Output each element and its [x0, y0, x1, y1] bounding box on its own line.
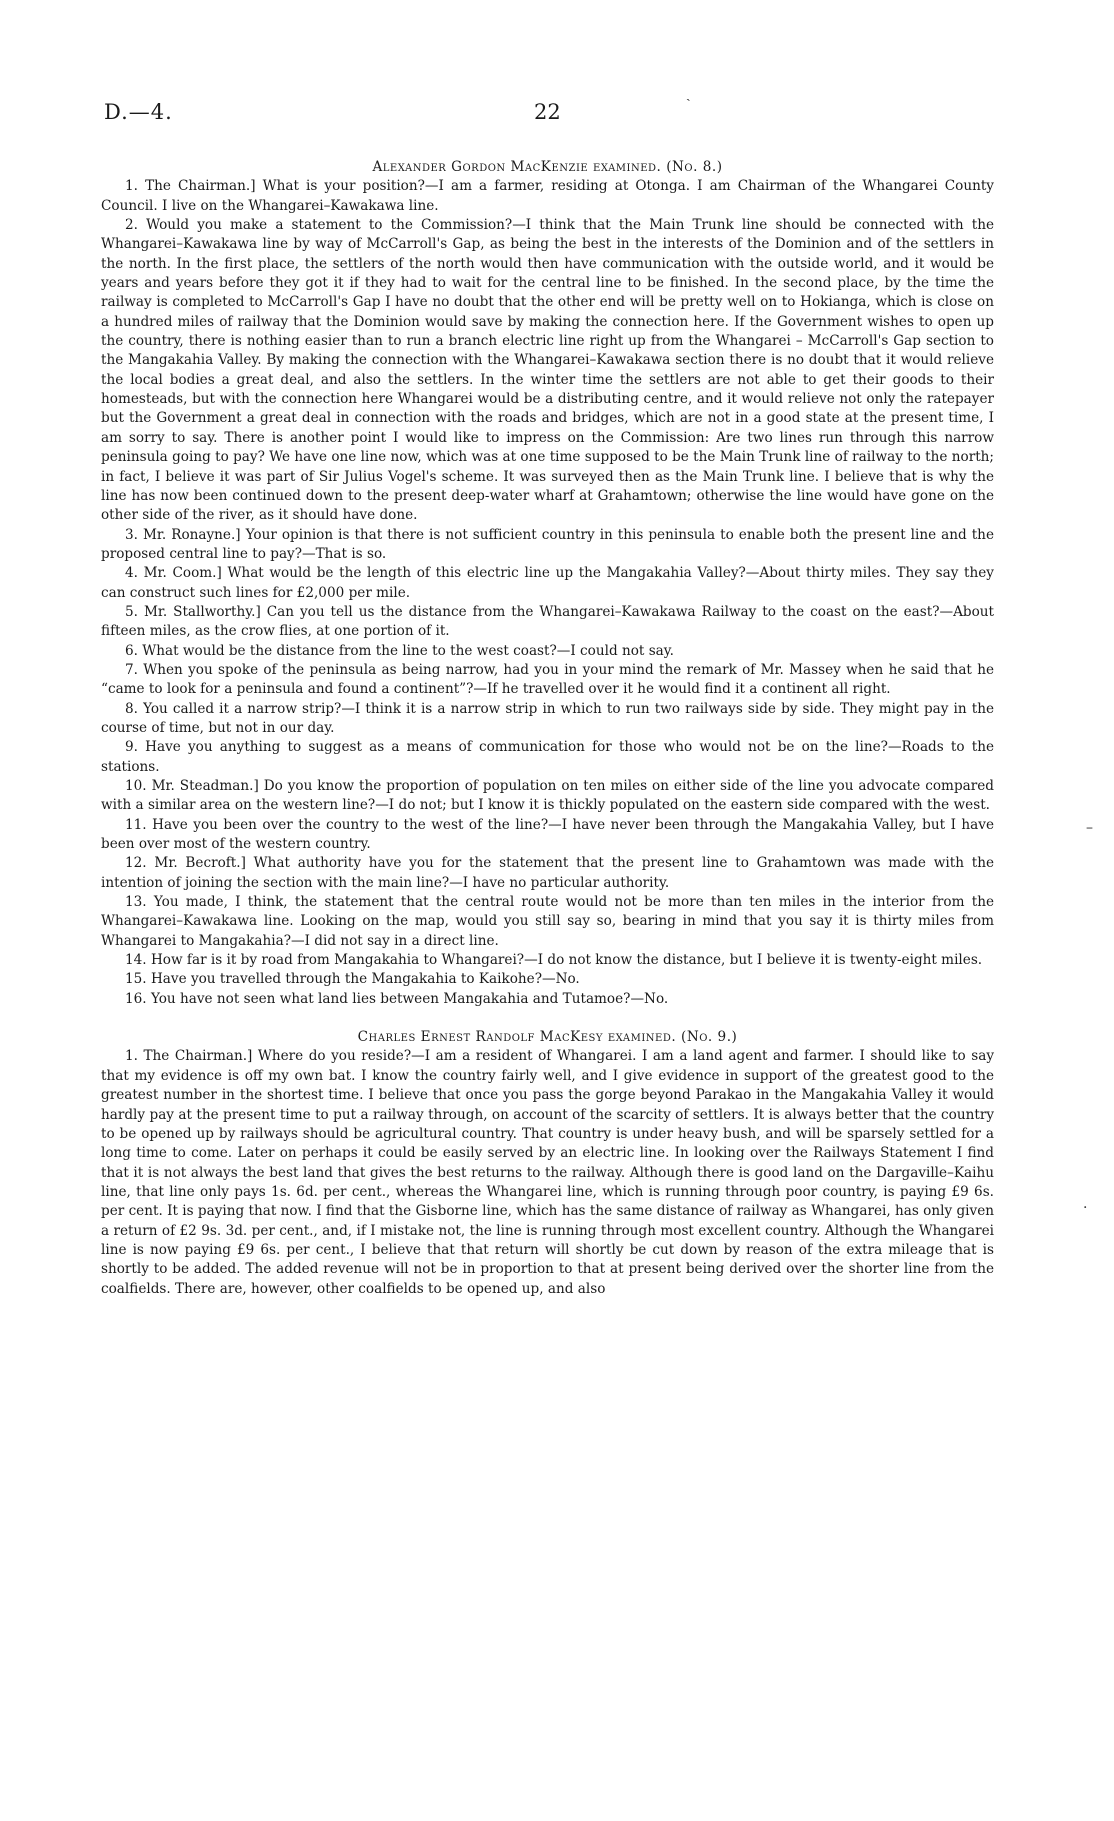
question-paragraph: 4. Mr. Coom.] What would be the length of this electric line up the Mangakahia Valley?—About thirty miles. They say they can construct such lines for £2,000 per mile.	[101, 565, 994, 601]
page-header	[104, 100, 994, 130]
question-paragraph: 15. Have you travelled through the Mangakahia to Kaikohe?—No.	[125, 971, 580, 988]
document-code: D.—4.	[104, 100, 173, 124]
question-paragraph: 5. Mr. Stallworthy.] Can you tell us the distance from the Whangarei–Kawakawa Railway to the coast on the east?—About fifteen miles, as the crow flies, at one portion of it.	[101, 603, 994, 640]
section-heading: Charles Ernest Randolf MacKesy examined. (No. 9.)	[357, 1029, 738, 1046]
question-paragraph: 14. How far is it by road from Mangakahia to Whangarei?—I do not know the distance, but I believe it is twenty-eight miles.	[125, 952, 983, 969]
question-paragraph: 12. Mr. Becroft.] What authority have you for the statement that the present line to Grahamtown was made with the intention of joining the section with the main line?—I have no particular authority.	[101, 855, 994, 891]
question-paragraph: 16. You have not seen what land lies between Mangakahia and Tutamoe?—No.	[125, 990, 669, 1007]
page-number: 22	[534, 100, 561, 124]
scan-mark: ˏ	[686, 86, 691, 102]
document-body	[101, 158, 994, 1299]
question-paragraph: 2. Would you make a statement to the Commission?—I think that the Main Trunk line should be connected with the Whangarei–Kawakawa line by way of McCarroll's Gap, as being the best in the interests of the Dominion and of the settlers in the north. In the first place, the settlers of the north would then have communication with the outside world, and it would be years and years before they got it if they had to wait for the central line to be finished. In the second place, by the time the railway is completed to McCarroll's Gap I have no doubt that the other end will be pretty well on to Hokianga, which is close on a hundred miles of railway that the Dominion would save by making the connection here. If the Government wishes to open up the country, there is nothing easier than to run a branch electric line right up from the Whangarei – McCarroll's Gap section to the Mangakahia Valley. By making the connection with the Whangarei–Kawakawa section there is no doubt that it would relieve the local bodies a great deal, and also the settlers. In the winter time the settlers are not able to get their goods to their homesteads, but with the connection here Whangarei would be a distributing centre, and it would relieve not only the ratepayer but the Government a great deal in connection with the roads and bridges, which are not in a good state at the present time, I am sorry to say. There is another point I would like to impress on the Commission: Are two lines run through this narrow peninsula going to pay? We have one line now, which was at one time supposed to be the Main Trunk line of railway to the north; in fact, I believe it was part of Sir Julius Vogel's scheme. It was surveyed then as the Main Trunk line. I believe that is why the line has now been continued down to the present deep-water wharf at Grahamtown; otherwise the line would have gone on the other side of the river, as it should have done.	[101, 217, 995, 524]
scan-mark: ·	[1083, 1200, 1088, 1216]
question-paragraph: 13. You made, I think, the statement that the central route would not be more than ten miles in the interior from the Whangarei–Kawakawa line. Looking on the map, would you still say so, bearing in mind that you say it is thirty miles from Whangarei to Mangakahia?—I did not say in a direct line.	[101, 894, 994, 949]
scan-mark: –	[1086, 820, 1093, 836]
question-paragraph: 1. The Chairman.] What is your position?—I am a farmer, residing at Otonga. I am Chairman of the Whangarei County Council. I live on the Whangarei–Kawakawa line.	[101, 178, 994, 214]
question-paragraph: 8. You called it a narrow strip?—I think it is a narrow strip in which to run two railways side by side. They might pay in the course of time, but not in our day.	[101, 700, 994, 736]
question-paragraph: 11. Have you been over the country to the west of the line?—I have never been through the Mangakahia Valley, but I have been over most of the western country.	[101, 816, 994, 853]
question-paragraph: 3. Mr. Ronayne.] Your opinion is that there is not sufficient country in this peninsula to enable both the present line and the proposed central line to pay?—That is so.	[101, 526, 994, 562]
question-paragraph: 6. What would be the distance from the line to the west coast?—I could not say.	[125, 642, 674, 659]
question-paragraph: 9. Have you anything to suggest as a means of communication for those who would not be on the line?—Roads to the stations.	[101, 739, 994, 775]
section-gap	[101, 1009, 994, 1028]
section-heading: Alexander Gordon MacKenzie examined. (No. 8.)	[372, 159, 723, 175]
question-paragraph: 1. The Chairman.] Where do you reside?—I am a resident of Whangarei. I am a land agent and farmer. I should like to say that my evidence is off my own bat. I know the country fairly well, and I give evidence in support of the greatest good to the greatest number in the shortest time. I believe that once you pass the gorge beyond Parakao in the Mangakahia Valley it would hardly pay at the present time to put a railway through, on account of the scarcity of settlers. It is always better that the country to be opened up by railways should be agricultural country. That country is under heavy bush, and will be sparsely settled for a long time to come. Later on perhaps it could be easily served by an electric line. In looking over the Railways Statement I find that it is not always the best land that gives the best returns to the railway. Although there is good land on the Dargaville–Kaihu line, that line only pays 1s. 6d. per cent., whereas the Whangarei line, which is running through poor country, is paying £9 6s. per cent. It is paying that now. I find that the Gisborne line, which has the same distance of railway as Whangarei, has only given a return of £2 9s. 3d. per cent., and, if I mistake not, the line is running through most excellent country. Although the Whangarei line is now paying £9 6s. per cent., I believe that that return will shortly be cut down by reason of the extra mileage that is shortly to be added. The added revenue will not be in proportion to that at present being derived over the shorter line from the coalfields. There are, however, other coalfields to be opened up, and also	[101, 1048, 994, 1297]
question-paragraph: 7. When you spoke of the peninsula as being narrow, had you in your mind the remark of Mr. Massey when he said that he “came to look for a peninsula and found a continent”?—If he travelled over it he would find it a continent all right.	[101, 661, 994, 698]
question-paragraph: 10. Mr. Steadman.] Do you know the proportion of population on ten miles on either side of the line you advocate compared with a similar area on the western line?—I do not; but I know it is thickly populated on the eastern side compared with the west.	[101, 778, 994, 814]
